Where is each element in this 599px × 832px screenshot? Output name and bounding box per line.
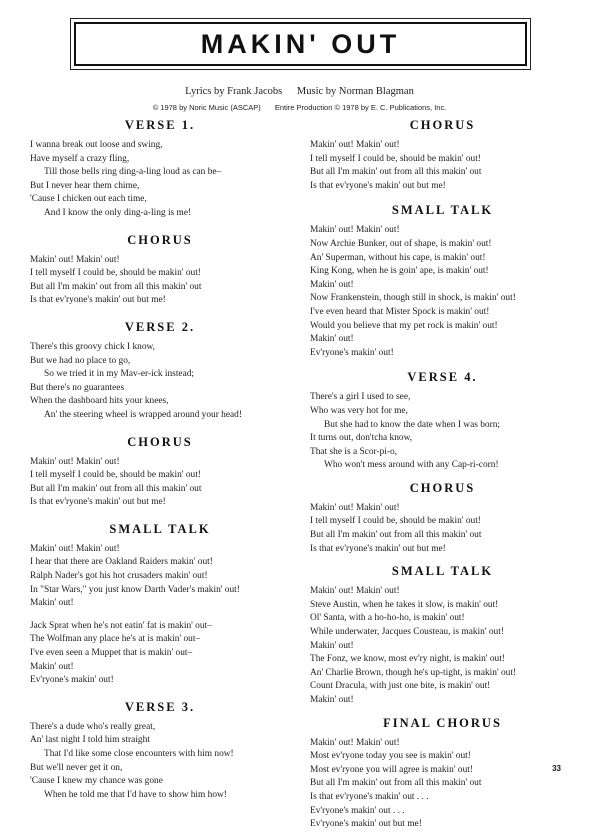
lyric-line: Now Frankenstein, though still in shock, is makin' out! [310,293,516,304]
section-heading: FINAL CHORUS [383,715,502,730]
lyric-line: Jack Sprat when he's not eatin' fat is makin' out– [30,620,212,631]
lyric-line: King Kong, when he is goin' ape, is makin' out! [310,266,489,277]
lyric-line: Is that ev'ryone's makin' out but me! [310,180,446,191]
lyric-line: That she is a Scor-pi-o, [310,446,398,457]
lyric-line: Makin' out! [310,695,354,705]
lyric-line: Makin' out! Makin' out! [30,543,120,554]
lyric-line: Ev'ryone's makin' out! [30,675,114,686]
lyric-section [30,320,290,423]
lyric-line: Count Dracula, with just one bite, is makin' out! [310,681,491,692]
lyric-line: Ev'ryone's makin' out . . . [310,805,405,816]
lyric-line: An' last night I told him straight [30,735,150,746]
page-number: 33 [552,764,561,773]
lyric-section [30,233,290,308]
lyric-section [310,716,575,832]
lyric-section [310,203,575,360]
title-box [70,18,531,70]
lyric-line: That I'd like some close encounters with him now! [44,749,234,759]
lyric-line: Who won't mess around with any Cap-ri-corn! [324,460,499,471]
lyric-section [30,522,290,688]
lyric-line: Would you believe that my pet rock is makin' out! [310,320,498,331]
section-heading: VERSE 3. [124,699,196,714]
lyric-section [30,435,290,510]
section-heading: CHORUS [127,434,193,449]
lyric-section [310,370,575,473]
lyric-line: So we tried it in my Mav-er-ick instead; [44,369,195,380]
lyric-line: Ol' Santa, with a ho-ho-ho, is makin' out! [310,613,465,624]
page-title: MAKIN' OUT [200,28,401,59]
lyric-line: Steve Austin, when he takes it slow, is makin' out! [310,599,499,610]
lyric-line: Makin' out! Makin' out! [310,502,400,513]
section-heading: CHORUS [127,232,193,247]
lyric-line: Makin' out! [30,661,74,672]
lyric-line: Have myself a crazy fling, [30,153,130,164]
lyric-line: Makin' out! [310,640,354,651]
lyric-line: There's this groovy chick I know, [30,341,156,352]
lyric-line: There's a dude who's really great, [30,721,156,732]
lyric-line: But all I'm makin' out from all this makin' out [310,530,482,541]
lyric-line: 'Cause I chicken out each time, [30,194,147,205]
lyric-line: Is that ev'ryone's makin' out but me! [30,295,166,306]
lyric-section [310,118,575,193]
lyric-line: An' Superman, without his cape, is makin' out! [310,252,486,263]
lyric-line: Makin' out! Makin' out! [30,456,120,467]
lyric-line: Ev'ryone's makin' out! [310,347,394,358]
lyric-line: Makin' out! Makin' out! [310,737,400,748]
lyric-line: Ev'ryone's makin' out but me! [310,819,422,830]
lyric-line: An' Charlie Brown, though he's up-tight, is makin' out! [310,667,517,678]
lyric-line: Who was very hot for me, [310,405,408,416]
lyric-line: I've even heard that Mister Spock is makin' out! [310,306,490,317]
section-heading: SMALL TALK [109,521,211,536]
lyric-line: Is that ev'ryone's makin' out but me! [30,497,166,508]
lyric-line: Is that ev'ryone's makin' out but me! [310,543,446,554]
lyric-line: Till those bells ring ding-a-ling loud as can be– [44,167,222,178]
lyric-line: An' the steering wheel is wrapped around your head! [44,409,242,420]
section-heading: CHORUS [409,480,476,495]
section-heading: VERSE 2. [124,319,196,334]
lyric-line: Ralph Nader's got his hot crusaders makin' out! [30,571,208,582]
section-heading: VERSE 1. [124,118,196,132]
lyric-line: Makin' out! Makin' out! [310,586,400,597]
lyric-line: When the dashboard hits your knees, [30,396,169,407]
music-copyright: © 1978 by Noric Music (ASCAP) [152,103,261,112]
lyric-line: But all I'm makin' out from all this makin' out [310,778,482,789]
lyric-section [310,481,575,556]
right-column [310,118,575,832]
lyric-line: I tell myself I could be, should be makin' out! [310,516,481,527]
lyric-line: The Fonz, we know, most ev'ry night, is makin' out! [310,654,505,665]
copyright-line [0,103,599,112]
lyric-section [30,700,290,803]
lyric-line: 'Cause I knew my chance was gone [30,776,163,787]
section-heading: VERSE 4. [407,370,478,385]
lyric-line: It turns out, don'tcha know, [310,433,413,444]
lyric-line: But all I'm makin' out from all this makin' out [30,483,202,494]
lyric-line: I tell myself I could be, should be makin' out! [30,470,201,481]
lyric-line: Makin' out! Makin' out! [310,225,400,236]
lyric-line: Most ev'ryone you will agree is makin' out! [310,764,473,775]
lyric-line: But I never hear them chime, [30,180,140,191]
music-credit: Music by Norman Blagman [296,86,414,97]
lyric-line: But all I'm makin' out from all this makin' out [30,281,202,292]
lyric-line: Is that ev'ryone's makin' out . . . [310,791,429,802]
production-copyright: Entire Production © 1978 by E. C. Publications, Inc. [274,103,447,112]
lyric-line: In "Star Wars," you just know Darth Vader's makin' out! [30,584,240,595]
lyric-line: I tell myself I could be, should be makin' out! [310,153,481,164]
lyric-line: I hear that there are Oakland Raiders makin' out! [30,557,213,568]
lyric-line: Now Archie Bunker, out of shape, is makin' out! [310,238,492,249]
lyric-line: But all I'm makin' out from all this makin' out [310,167,482,178]
stanza-gap [30,611,290,620]
lyric-line: Makin' out! [30,598,74,609]
lyric-line: But we had no place to go, [30,355,131,366]
lyric-line: I tell myself I could be, should be makin' out! [30,268,201,279]
lyric-line: I've even seen a Muppet that is makin' out– [30,648,193,659]
lyric-line: But there's no guarantees [30,382,125,393]
section-heading: SMALL TALK [391,203,494,218]
lyric-line: Makin' out! Makin' out! [30,254,120,265]
lyric-line: I wanna break out loose and swing, [30,140,163,150]
lyric-line: When he told me that I'd have to show him how! [44,789,227,800]
lyric-line: There's a girl I used to see, [310,392,411,403]
lyric-line: While underwater, Jacques Cousteau, is makin' out! [310,627,504,638]
lyrics-credit: Lyrics by Frank Jacobs [185,86,283,97]
lyric-line: But she had to know the date when I was born; [324,419,501,430]
section-heading: SMALL TALK [391,564,494,579]
lyric-line: Makin' out! [310,334,354,345]
lyric-line: Makin' out! [310,279,354,290]
section-heading: CHORUS [409,118,476,132]
left-column [30,118,290,802]
lyric-line: Makin' out! Makin' out! [310,140,400,150]
lyric-section [310,564,575,707]
lyric-section [30,118,290,221]
lyric-line: The Wolfman any place he's at is makin' out– [30,634,201,645]
lyric-line: Most ev'ryone today you see is makin' out! [310,751,471,762]
lyric-line: And I know the only ding-a-ling is me! [44,207,192,218]
lyric-line: But we'll never get it on, [30,762,123,773]
credits-line [0,86,599,97]
